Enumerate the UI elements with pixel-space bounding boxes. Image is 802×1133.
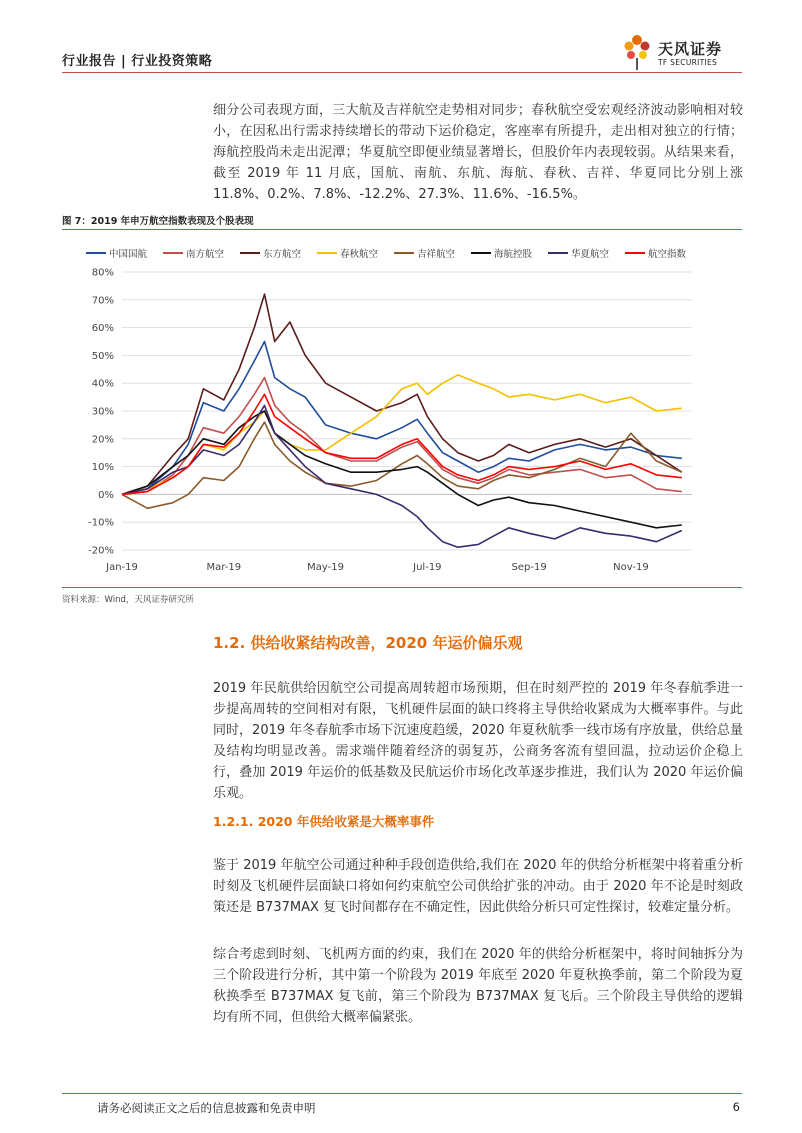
figure-bottom-rule	[62, 587, 742, 588]
y-tick-label: 60%	[91, 323, 114, 335]
section-heading-1-2: 1.2. 供给收紧结构改善，2020 年运价偏乐观	[213, 634, 523, 652]
body-paragraph-three-stages: 综合考虑到时刻、飞机两方面的约束，我们在 2020 年的供给分析框架中，将时间轴拆分为三个阶段进行分析，其中第一个阶段为 2019 年底至 2020 年夏秋换季前，第二个阶段为夏秋换季至 B737MAX 复飞前，第三个阶段为 B737MAX 复飞后。三个阶段主导供给的逻辑均有所不同，但供给大概率偏紧张。	[213, 947, 743, 1025]
legend-label: 航空指数	[648, 249, 687, 260]
x-tick-label: Jan-19	[106, 562, 138, 573]
body-paragraph-framework: 鉴于 2019 年航空公司通过种种手段创造供给,我们在 2020 年的供给分析框架中将着重分析时刻及飞机硬件层面缺口将如何约束航空公司供给扩张的冲动。由于 2020 年不论是时刻政策还是 B737MAX 复飞时间都存在不确定性，因此供给分析只可定性探讨，较难定量分析。	[213, 858, 743, 915]
legend-item	[317, 248, 379, 260]
y-tick-label: -20%	[88, 545, 114, 557]
legend-item	[625, 248, 687, 260]
legend-label: 中国国航	[109, 249, 148, 260]
x-tick-label: Mar-19	[206, 562, 242, 573]
figure-source: 资料来源：Wind，天风证券研究所	[62, 595, 194, 605]
logo-name-cn: 天风证券	[658, 40, 723, 58]
chart-y-axis	[88, 268, 114, 557]
y-tick-label: 40%	[91, 378, 114, 390]
section-heading-1-2-1: 1.2.1. 2020 年供给收紧是大概率事件	[213, 814, 435, 829]
y-tick-label: 80%	[91, 267, 114, 279]
body-paragraph-supply-outlook: 2019 年民航供给因航空公司提高周转超市场预期，但在时刻严控的 2019 年冬春航季进一步提高周转的空间相对有限，飞机硬件层面的缺口终将主导供给收紧成为大概率事件。与此同时，2019 年冬春航季市场下沉速度趋缓，2020 年夏秋航季一线市场有序放量，供给总量及结构均明显改善。需求端伴随着经济的弱复苏，公商务客流有望回温，拉动运价企稳上行，叠加 2019 年运价的低基数及民航运价市场化改革逐步推进，我们认为 2020 年运价偏乐观。	[213, 681, 743, 801]
footer-divider	[62, 1093, 742, 1094]
figure-title: 图 7：2019 年申万航空指数表现及个股表现	[62, 216, 254, 227]
series-line	[122, 422, 682, 508]
x-tick-label: Jul-19	[413, 562, 442, 573]
legend-item	[240, 248, 302, 260]
chart-legend	[86, 248, 687, 260]
logo-flower-icon	[620, 32, 654, 72]
legend-item	[471, 248, 533, 260]
legend-item	[394, 248, 456, 260]
legend-label: 春秋航空	[340, 249, 379, 260]
header-title: 行业报告 | 行业投资策略	[62, 54, 213, 69]
legend-label: 东方航空	[263, 249, 302, 260]
legend-item	[163, 248, 225, 260]
legend-label: 华夏航空	[571, 249, 610, 260]
page-number: 6	[732, 1100, 740, 1114]
y-tick-label: 30%	[91, 406, 114, 418]
y-tick-label: 10%	[91, 462, 114, 474]
legend-item	[548, 248, 610, 260]
legend-label: 海航控股	[494, 249, 533, 260]
legend-label: 南方航空	[186, 249, 225, 260]
footer-disclaimer: 请务必阅读正文之后的信息披露和免责申明	[97, 1101, 316, 1115]
y-tick-label: 0%	[98, 489, 114, 501]
body-paragraph-performance: 细分公司表现方面，三大航及吉祥航空走势相对同步；春秋航空受宏观经济波动影响相对较小，在因私出行需求持续增长的带动下运价稳定，客座率有所提升，走出相对独立的行情；海航控股尚未走出泥潭；华夏航空即便业绩显著增长，但股价年内表现较弱。从结果来看，截至 2019 年 11 月底，国航、南航、东航、海航、春秋、吉祥、华夏同比分别上涨 11.8%、0.2%、7.8%、-12.2%、27.3%、11.6%、-16.5%。	[213, 103, 743, 202]
y-tick-label: 70%	[91, 295, 114, 307]
legend-label: 吉祥航空	[417, 249, 456, 260]
y-tick-label: -10%	[88, 517, 114, 529]
x-tick-label: May-19	[307, 562, 344, 573]
series-line	[122, 378, 682, 495]
company-logo	[620, 32, 740, 72]
legend-item	[86, 248, 148, 260]
header-divider	[62, 72, 742, 73]
x-tick-label: Nov-19	[613, 562, 649, 573]
y-tick-label: 20%	[91, 434, 114, 446]
series-line	[122, 375, 682, 495]
chart-series	[122, 294, 682, 547]
y-tick-label: 50%	[91, 350, 114, 362]
series-line	[122, 342, 682, 495]
figure-top-rule	[62, 229, 742, 230]
series-line	[122, 405, 682, 547]
airline-index-line-chart	[62, 236, 742, 584]
x-tick-label: Sep-19	[511, 562, 547, 573]
logo-name-en: TF SECURITIES	[658, 58, 718, 67]
